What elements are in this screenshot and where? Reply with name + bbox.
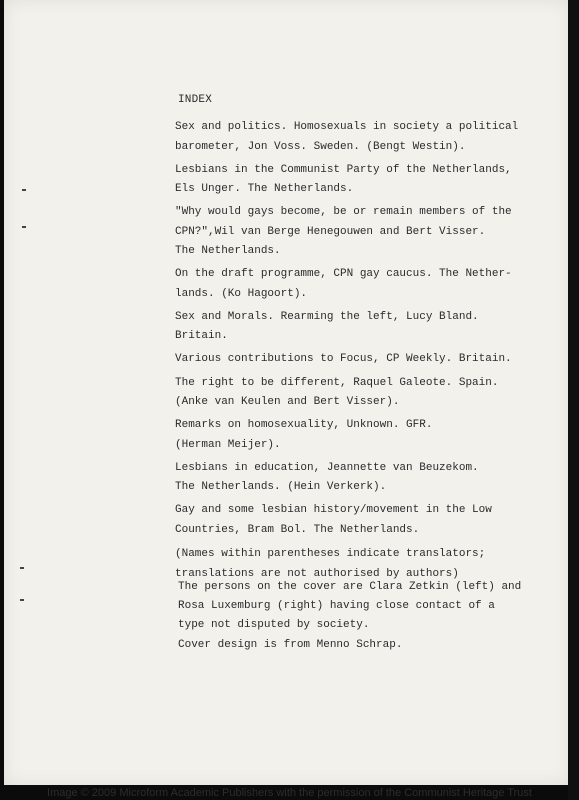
copyright-footer: Image © 2009 Microform Academic Publishers with the permission of the Communist Heritage Trust — [47, 787, 532, 799]
index-entries — [175, 118, 519, 584]
entry-line: The Netherlands. — [175, 245, 281, 258]
index-entry — [175, 118, 519, 157]
entry-line: Various contributions to Focus, CP Weekly. Britain. — [175, 353, 512, 366]
note-line: (Names within parentheses indicate translators; — [175, 548, 486, 561]
index-entry — [175, 501, 495, 540]
index-entry — [175, 459, 495, 498]
cover-line: type not disputed by society. — [178, 619, 370, 632]
margin-mark — [22, 189, 26, 191]
cover-description — [178, 578, 522, 655]
index-entry — [175, 374, 499, 413]
index-entry — [175, 265, 512, 304]
entry-line: CPN?",Wil van Berge Henegouwen and Bert Visser. — [175, 225, 486, 238]
page-edge — [568, 0, 579, 800]
entry-line: Gay and some lesbian history/movement in the Low — [175, 504, 492, 517]
note-line: translations are not authorised by authors) — [175, 567, 459, 580]
entry-line: Sex and politics. Homosexuals in society a political — [175, 121, 519, 133]
index-entry — [175, 203, 512, 262]
entry-line: (Herman Meijer). — [175, 438, 281, 451]
cover-line: Cover design is from Menno Schrap. — [178, 638, 403, 651]
cover-line: Rosa Luxemburg (right) having close contact of a — [178, 600, 495, 613]
entry-line: (Anke van Keulen and Bert Visser). — [175, 396, 400, 409]
entry-line: lands. (Ko Hagoort). — [175, 287, 308, 300]
cover-line: The persons on the cover are Clara Zetkin (left) and — [178, 581, 522, 593]
entry-line: The right to be different, Raquel Galeote. Spain. — [175, 376, 499, 389]
index-entry — [175, 161, 512, 200]
entry-line: Els Unger. The Netherlands. — [175, 183, 354, 196]
entry-line: Lesbians in the Communist Party of the Netherlands, — [175, 163, 512, 176]
entry-line: Countries, Bram Bol. The Netherlands. — [175, 523, 420, 536]
index-entry — [175, 350, 512, 370]
entry-line: "Why would gays become, be or remain members of the — [175, 206, 512, 219]
entry-line: Sex and Morals. Rearming the left, Lucy Bland. — [175, 310, 479, 323]
entry-line: On the draft programme, CPN gay caucus. The Nether- — [175, 268, 512, 281]
index-heading: INDEX — [178, 94, 213, 106]
entry-line: Britain. — [175, 330, 228, 343]
entry-line: Remarks on homosexuality, Unknown. GFR. — [175, 419, 433, 432]
entry-line: The Netherlands. (Hein Verkerk). — [175, 481, 387, 494]
entry-line: Lesbians in education, Jeannette van Beuzekom. — [175, 461, 479, 474]
index-entry — [175, 308, 495, 347]
entry-line: barometer, Jon Voss. Sweden. (Bengt Westin). — [175, 140, 466, 153]
index-entry — [175, 416, 495, 455]
margin-mark — [20, 599, 24, 601]
margin-mark — [22, 226, 26, 228]
margin-mark — [20, 567, 24, 569]
